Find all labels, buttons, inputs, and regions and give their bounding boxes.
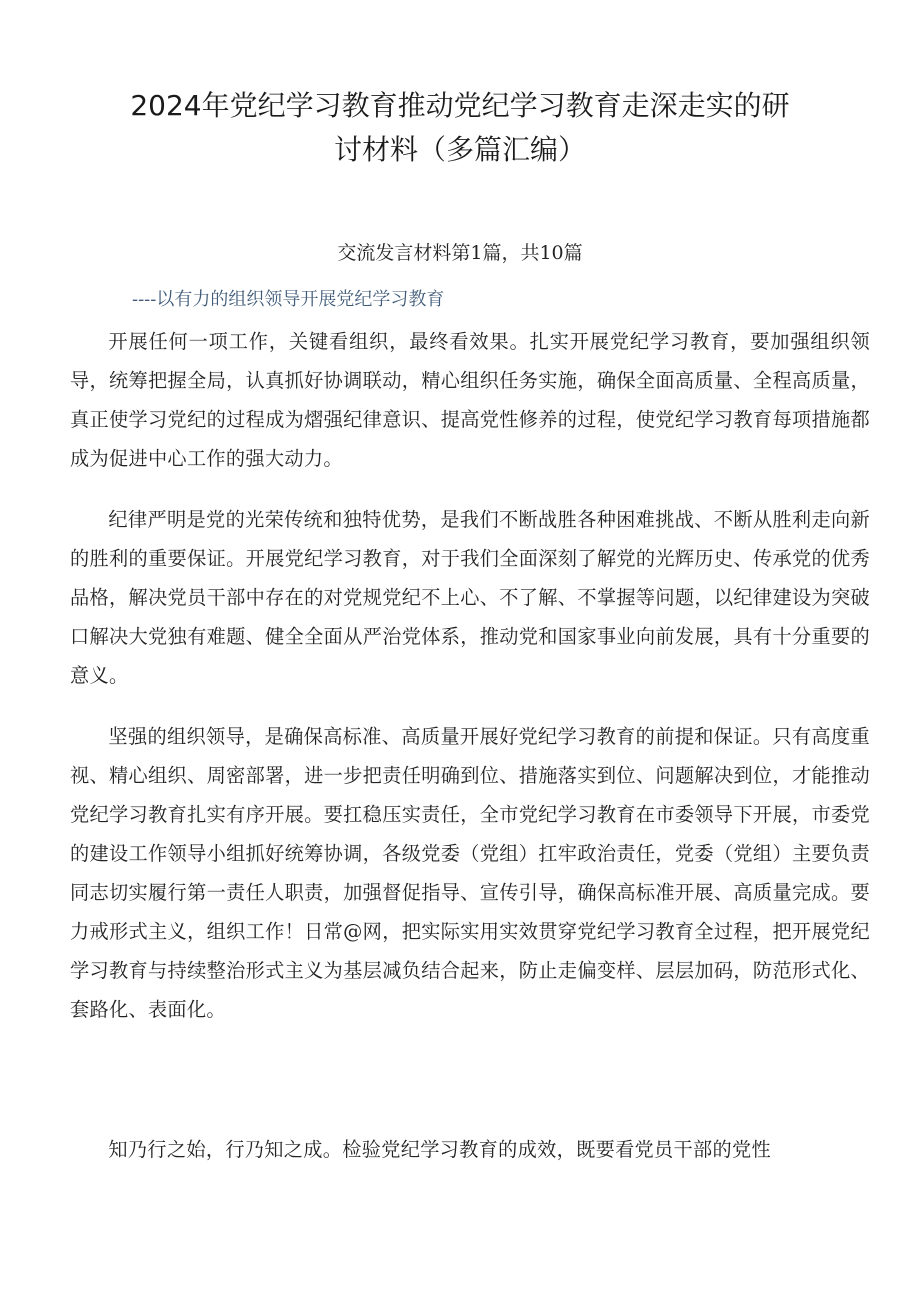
body-paragraph-4: 知乃行之始，行乃知之成。检验党纪学习教育的成效，既要看党员干部的党性 [108, 1138, 771, 1161]
body-paragraph-2: 纪律严明是党的光荣传统和独特优势，是我们不断战胜各种困难挑战、不断从胜利走向新的胜利的重要保证。开展党纪学习教育，对于我们全面深刻了解党的光辉历史、传承党的优秀品格，解决党员干部中存在的对党规党纪不上心、不了解、不掌握等问题，以纪律建设为突破口解决大党独有难题、健全全面从严治党体系，推动党和国家事业向前发展，具有十分重要的意义。 [70, 508, 870, 687]
body-paragraph-3: 坚强的组织领导，是确保高标准、高质量开展好党纪学习教育的前提和保证。只有高度重视、精心组织、周密部署，进一步把责任明确到位、措施落实到位、问题解决到位，才能推动党纪学习教育扎实有序开展。要扛稳压实责任，全市党纪学习教育在市委领导下开展，市委党的建设工作领导小组抓好统筹协调，各级党委（党组）扛牢政治责任，党委（党组）主要负责同志切实履行第一责任人职责，加强督促指导、宣传引导，确保高标准开展、高质量完成。要力戒形式主义，组织工作！日常@网，把实际实用实效贯穿党纪学习教育全过程，把开展党纪学习教育与持续整治形式主义为基层减负结合起来，防止走偏变样、层层加码，防范形式化、套路化、表面化。 [70, 725, 870, 1021]
document-subtitle: 交流发言材料第1篇，共10篇 [337, 242, 583, 264]
document-title [60, 84, 860, 172]
body-paragraph-1: 开展任何一项工作，关键看组织，最终看效果。扎实开展党纪学习教育，要加强组织领导，统筹把握全局，认真抓好协调联动，精心组织任务实施，确保全面高质量、全程高质量，真正使学习党纪的过程成为熠强纪律意识、提高党性修养的过程，使党纪学习教育每项措施都成为促进中心工作的强大动力。 [70, 330, 870, 470]
section-heading: ----以有力的组织领导开展党纪学习教育 [132, 289, 445, 310]
document-title-line-1: 2024年党纪学习教育推动党纪学习教育走深走实的研 [130, 89, 790, 122]
document-title-line-2: 讨材料（多篇汇编） [333, 133, 586, 166]
